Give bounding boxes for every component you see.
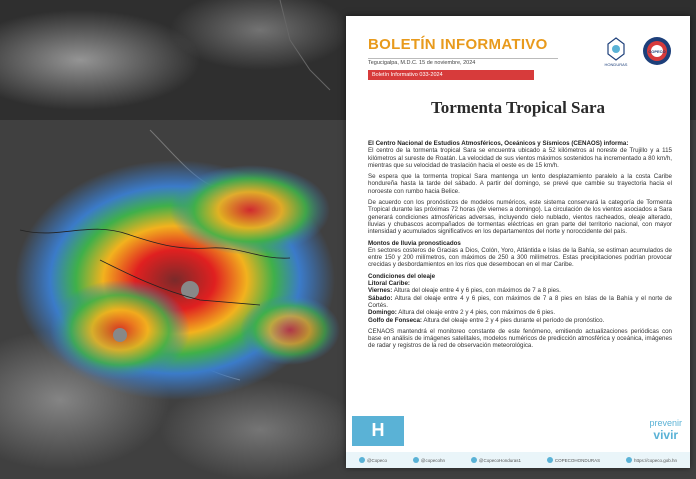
domingo-text: Altura del oleaje entre 2 y 4 pies, con máximos de 6 pies. <box>398 309 556 317</box>
paragraph-rain <box>368 240 672 269</box>
instagram-icon <box>413 457 419 463</box>
h-logo-letter: H <box>371 420 385 440</box>
logo-copeco-text: COPECO <box>648 49 666 54</box>
bulletin-header: BOLETÍN INFORMATIVO <box>368 36 548 53</box>
paragraph-trajectory: Se espera que la tormenta tropical Sara mantenga un lento desplazamiento paralelo a la costa Caribe hondureña hasta la tarde del sábado. A partir del domingo, se prevé que cambie su trayectoria hacia el noroeste con rumbo hacia Belice. <box>368 173 672 195</box>
bulletin-panel <box>346 16 690 468</box>
waves-heading: Condiciones del oleaje <box>368 272 436 280</box>
footer <box>346 408 690 468</box>
paragraph-forecast: De acuerdo con los pronósticos de modelos numéricos, este sistema conservará la categoría de Tormenta Tropical durante las próximas 72 horas (de viernes a domingo). La circulación de los vientos asociados a Sara generará condiciones atmosféricas adversas, incluyendo cielo nublado, vientos racheados, oleaje alterado, lluvias y chubascos acompañados de tormentas eléctricas en gran parte del territorio nacional, con mayor intensidad y acumulados significativos en los departamentos del norte y noroccidente del país. <box>368 199 672 236</box>
x-icon <box>471 457 477 463</box>
paragraph-intro <box>368 140 672 169</box>
intro-heading: El Centro Nacional de Estudios Atmosféricos, Oceánicos y Sísmicos (CENAOS) informa: <box>368 140 629 147</box>
viernes-label: Viernes: <box>368 287 393 295</box>
social-links <box>346 452 690 468</box>
bulletin-body <box>368 140 672 354</box>
copeco-logo <box>642 36 672 66</box>
fonseca-label: Golfo de Fonseca: <box>368 316 422 324</box>
waves-subheading: Litoral Caribe: <box>368 280 410 288</box>
social-instagram[interactable]: @copecohn <box>413 457 445 463</box>
document-title: Tormenta Tropical Sara <box>430 98 606 117</box>
sabado-text: Altura del oleaje entre 4 y 6 pies, con máximos de 7 a 8 pies en Islas de la Bahía y el norte de Cortés. <box>368 294 672 309</box>
social-youtube[interactable]: COPECOHONDURAS <box>547 457 600 463</box>
prevenir-vivir-brand <box>649 418 682 442</box>
social-x[interactable]: @CopecoHonduras1 <box>471 457 521 463</box>
bulletin-number-bar <box>368 70 534 80</box>
brand-top: prevenir <box>649 418 682 428</box>
globe-icon <box>626 457 632 463</box>
header-divider <box>368 58 558 59</box>
paragraph-waves <box>368 273 672 324</box>
sabado-label: Sábado: <box>368 294 393 302</box>
h-logo-block <box>352 416 404 446</box>
place-date: Tegucigalpa, M.D.C. 15 de noviembre, 2024 <box>368 60 476 66</box>
paragraph-closing: CENAOS mantendrá el monitoreo constante de este fenómeno, emitiendo actualizaciones periódicas con base en análisis de imágenes satelitales, modelos numéricos de predicción atmosférica y oceánica, imágenes de radar y registros de la red de observación meteorológica. <box>368 327 672 350</box>
brand-bottom: vivir <box>653 428 679 442</box>
viernes-text: Altura del oleaje entre 4 y 6 pies, con máximos de 7 a 8 pies. <box>393 287 561 295</box>
rain-text: En sectores costeros de Gracias a Dios, Colón, Yoro, Atlántida e Islas de la Bahía, se estiman acumulados de entre 150 y 200 milímetros, con máximos de 250 a 300 milímetros. Estas precipitaciones podrían provocar crecidas y desbordamientos en los ríos que desembocan en el mar Caribe. <box>368 246 672 269</box>
youtube-icon <box>547 457 553 463</box>
bulletin-number: Boletín Informativo 033-2024 <box>372 71 443 78</box>
honduras-emblem-logo <box>602 36 630 68</box>
social-facebook[interactable]: @Copeco <box>359 457 387 463</box>
social-website[interactable]: https://copeco.gob.hn <box>626 457 677 463</box>
facebook-icon <box>359 457 365 463</box>
logo-honduras-text: HONDURAS <box>604 62 628 67</box>
fonseca-text: Altura del oleaje entre 2 y 4 pies durante el período de pronóstico. <box>423 316 605 324</box>
intro-text: El centro de la tormenta tropical Sara se encuentra ubicado a 52 kilómetros al noreste de Trujillo y a 115 kilómetros al sureste de Roatán. La velocidad de sus vientos máximos sostenidos ha incrementado a 80 km/h, mientras que su velocidad de traslación hacia el oeste es de 15 km/h. <box>368 147 672 169</box>
rain-heading: Montos de lluvia pronosticados <box>368 239 461 247</box>
domingo-label: Domingo: <box>368 309 397 317</box>
